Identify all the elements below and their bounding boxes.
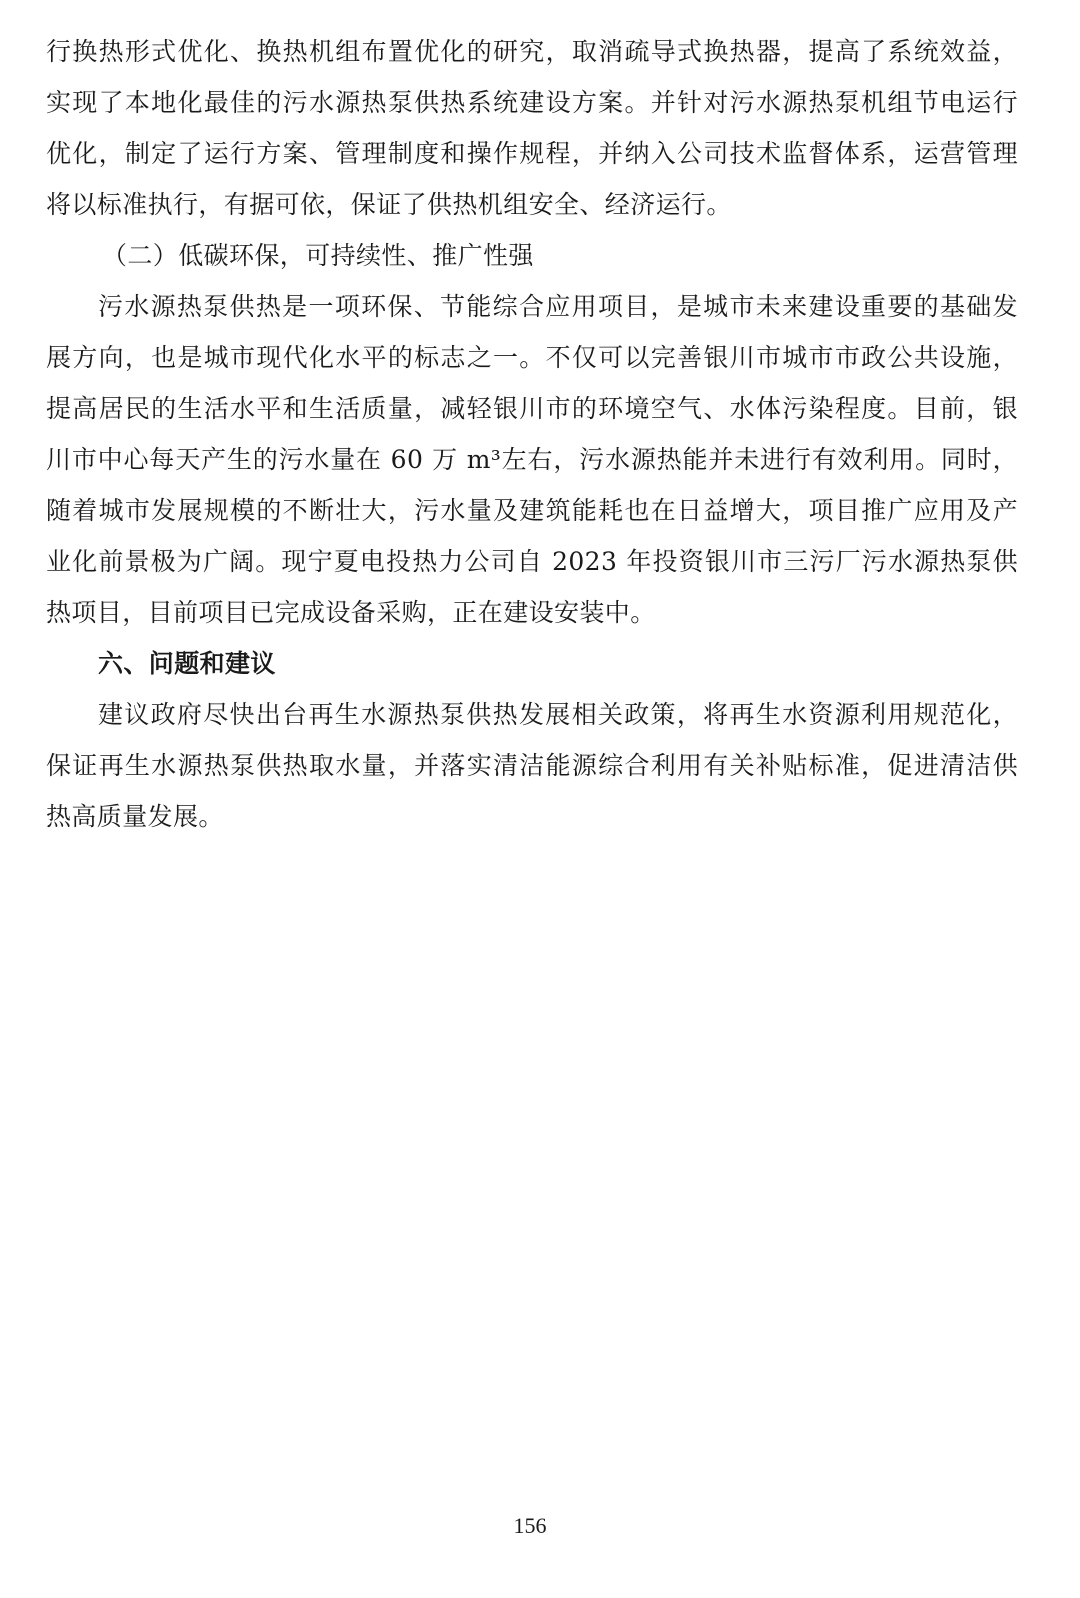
paragraph-line: 保证再生水源热泵供热取水量，并落实清洁能源综合利用有关补贴标准，促进清洁供 xyxy=(46,751,1018,780)
paragraph-line: 将以标准执行，有据可依，保证了供热机组安全、经济运行。 xyxy=(46,190,732,219)
document-body xyxy=(46,26,1018,842)
paragraph-line: 提高居民的生活水平和生活质量，减轻银川市的环境空气、水体污染程度。目前，银 xyxy=(46,394,1018,423)
paragraph-line: 随着城市发展规模的不断壮大，污水量及建筑能耗也在日益增大，项目推广应用及产 xyxy=(46,496,1018,525)
paragraph-system-optimization xyxy=(46,26,1018,230)
paragraph-line: 展方向，也是城市现代化水平的标志之一。不仅可以完善银川市城市市政公共设施， xyxy=(46,343,1018,372)
paragraph-line: 行换热形式优化、换热机组布置优化的研究，取消疏导式换热器，提高了系统效益， xyxy=(46,37,1018,66)
paragraph-line: 热项目，目前项目已完成设备采购，正在建设安装中。 xyxy=(46,598,656,627)
subheading-low-carbon: （二）低碳环保，可持续性、推广性强 xyxy=(102,241,534,270)
page-number: 156 xyxy=(513,1513,547,1538)
paragraph-line: 热高质量发展。 xyxy=(46,802,224,831)
paragraph-line: 业化前景极为广阔。现宁夏电投热力公司自 2023 年投资银川市三污厂污水源热泵供 xyxy=(46,547,1018,576)
paragraph-policy-suggestions xyxy=(46,689,1018,842)
section-heading-issues-suggestions: 六、问题和建议 xyxy=(98,649,276,678)
paragraph-line: 优化，制定了运行方案、管理制度和操作规程，并纳入公司技术监督体系，运营管理 xyxy=(46,139,1018,168)
paragraph-line: 污水源热泵供热是一项环保、节能综合应用项目，是城市未来建设重要的基础发 xyxy=(98,292,1018,321)
paragraph-line: 实现了本地化最佳的污水源热泵供热系统建设方案。并针对污水源热泵机组节电运行 xyxy=(46,88,1018,117)
paragraph-sewage-heat-pump xyxy=(46,281,1018,638)
paragraph-line: 建议政府尽快出台再生水源热泵供热发展相关政策，将再生水资源利用规范化， xyxy=(98,700,1018,729)
paragraph-line: 川市中心每天产生的污水量在 60 万 m³左右，污水源热能并未进行有效利用。同时， xyxy=(46,445,1018,474)
